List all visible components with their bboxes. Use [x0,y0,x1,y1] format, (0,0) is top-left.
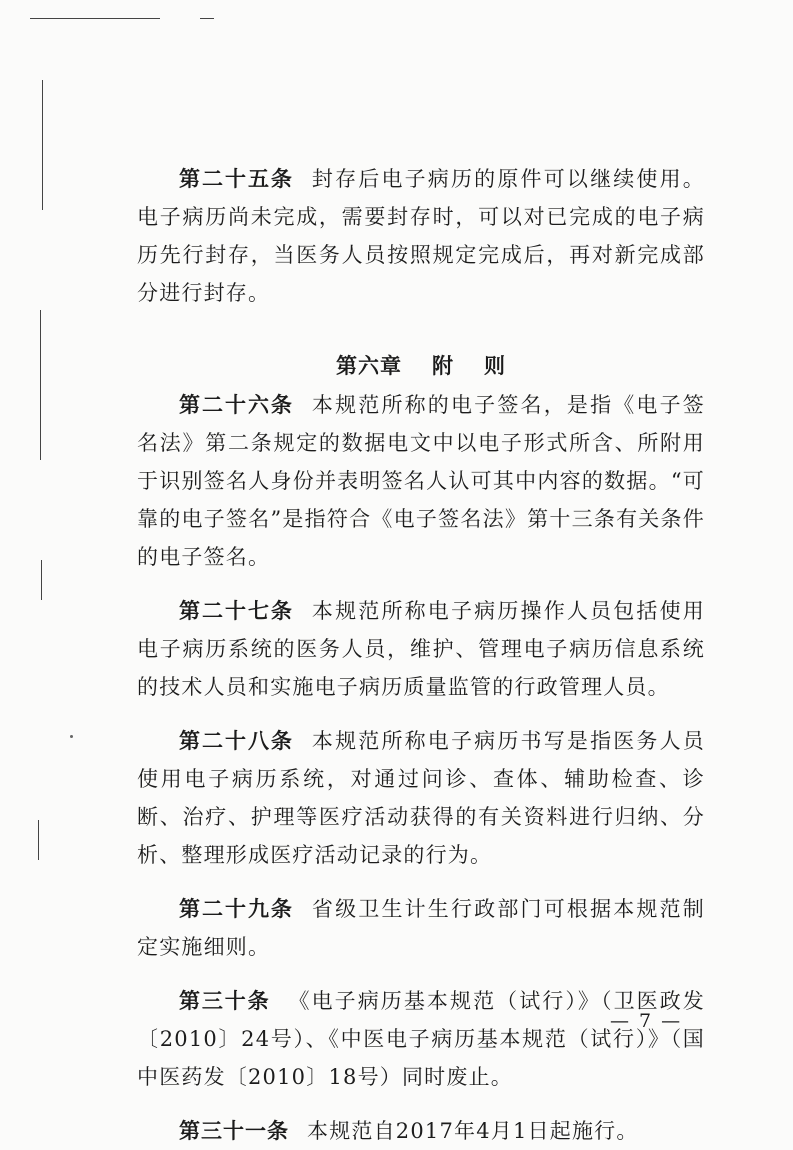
article-number: 第二十八条 [179,729,294,753]
scan-dot [70,735,73,738]
chapter-title-2: 则 [484,354,506,378]
scan-edge-line [40,310,41,460]
chapter-title-1: 附 [432,354,454,378]
article-31 [137,1112,705,1150]
scan-edge-line [41,560,42,600]
article-28 [137,722,705,874]
article-text: 封存后电子病历的原件可以继续使用。电子病历尚未完成，需要封存时，可以对已完成的电子病历先行封存，当医务人员按照规定完成后，再对新完成部分进行封存。 [137,167,705,305]
article-26 [137,386,705,576]
article-text: 本规范自2017年4月1日起施行。 [307,1119,639,1143]
article-30 [137,982,705,1096]
article-number: 第二十五条 [179,167,294,191]
article-text: 《电子病历基本规范（试行）》（卫医政发〔2010〕24号）、《中医电子病历基本规范（试行）》（国中医药发〔2010〕18号）同时废止。 [137,989,705,1089]
article-29 [137,890,705,966]
article-text: 本规范所称的电子签名，是指《电子签名法》第二条规定的数据电文中以电子形式所含、所附用于识别签名人身份并表明签名人认可其中内容的数据。“可靠的电子签名”是指符合《电子签名法》第十三条有关条件的电子签名。 [137,393,705,569]
article-number: 第二十六条 [179,393,294,417]
article-text: 本规范所称电子病历书写是指医务人员使用电子病历系统，对通过问诊、查体、辅助检查、诊断、治疗、护理等医疗活动获得的有关资料进行归纳、分析、整理形成医疗活动记录的行为。 [137,729,705,867]
article-25 [137,160,705,312]
article-number: 第三十条 [179,989,271,1013]
scan-mark [30,18,160,19]
article-number: 第二十九条 [179,897,294,921]
article-text: 本规范所称电子病历操作人员包括使用电子病历系统的医务人员，维护、管理电子病历信息系统的技术人员和实施电子病历质量监管的行政管理人员。 [137,599,705,699]
article-number: 第三十一条 [179,1119,289,1143]
article-27 [137,592,705,706]
article-number: 第二十七条 [179,599,294,623]
chapter-heading [137,346,705,386]
scan-edge-line [38,820,39,860]
chapter-number: 第六章 [336,354,402,378]
scan-edge-line [42,80,43,210]
document-body [137,160,705,1150]
scan-mark [200,18,214,19]
article-text: 省级卫生计生行政部门可根据本规范制定实施细则。 [137,897,705,959]
page-number: — 7 — [610,1010,683,1032]
